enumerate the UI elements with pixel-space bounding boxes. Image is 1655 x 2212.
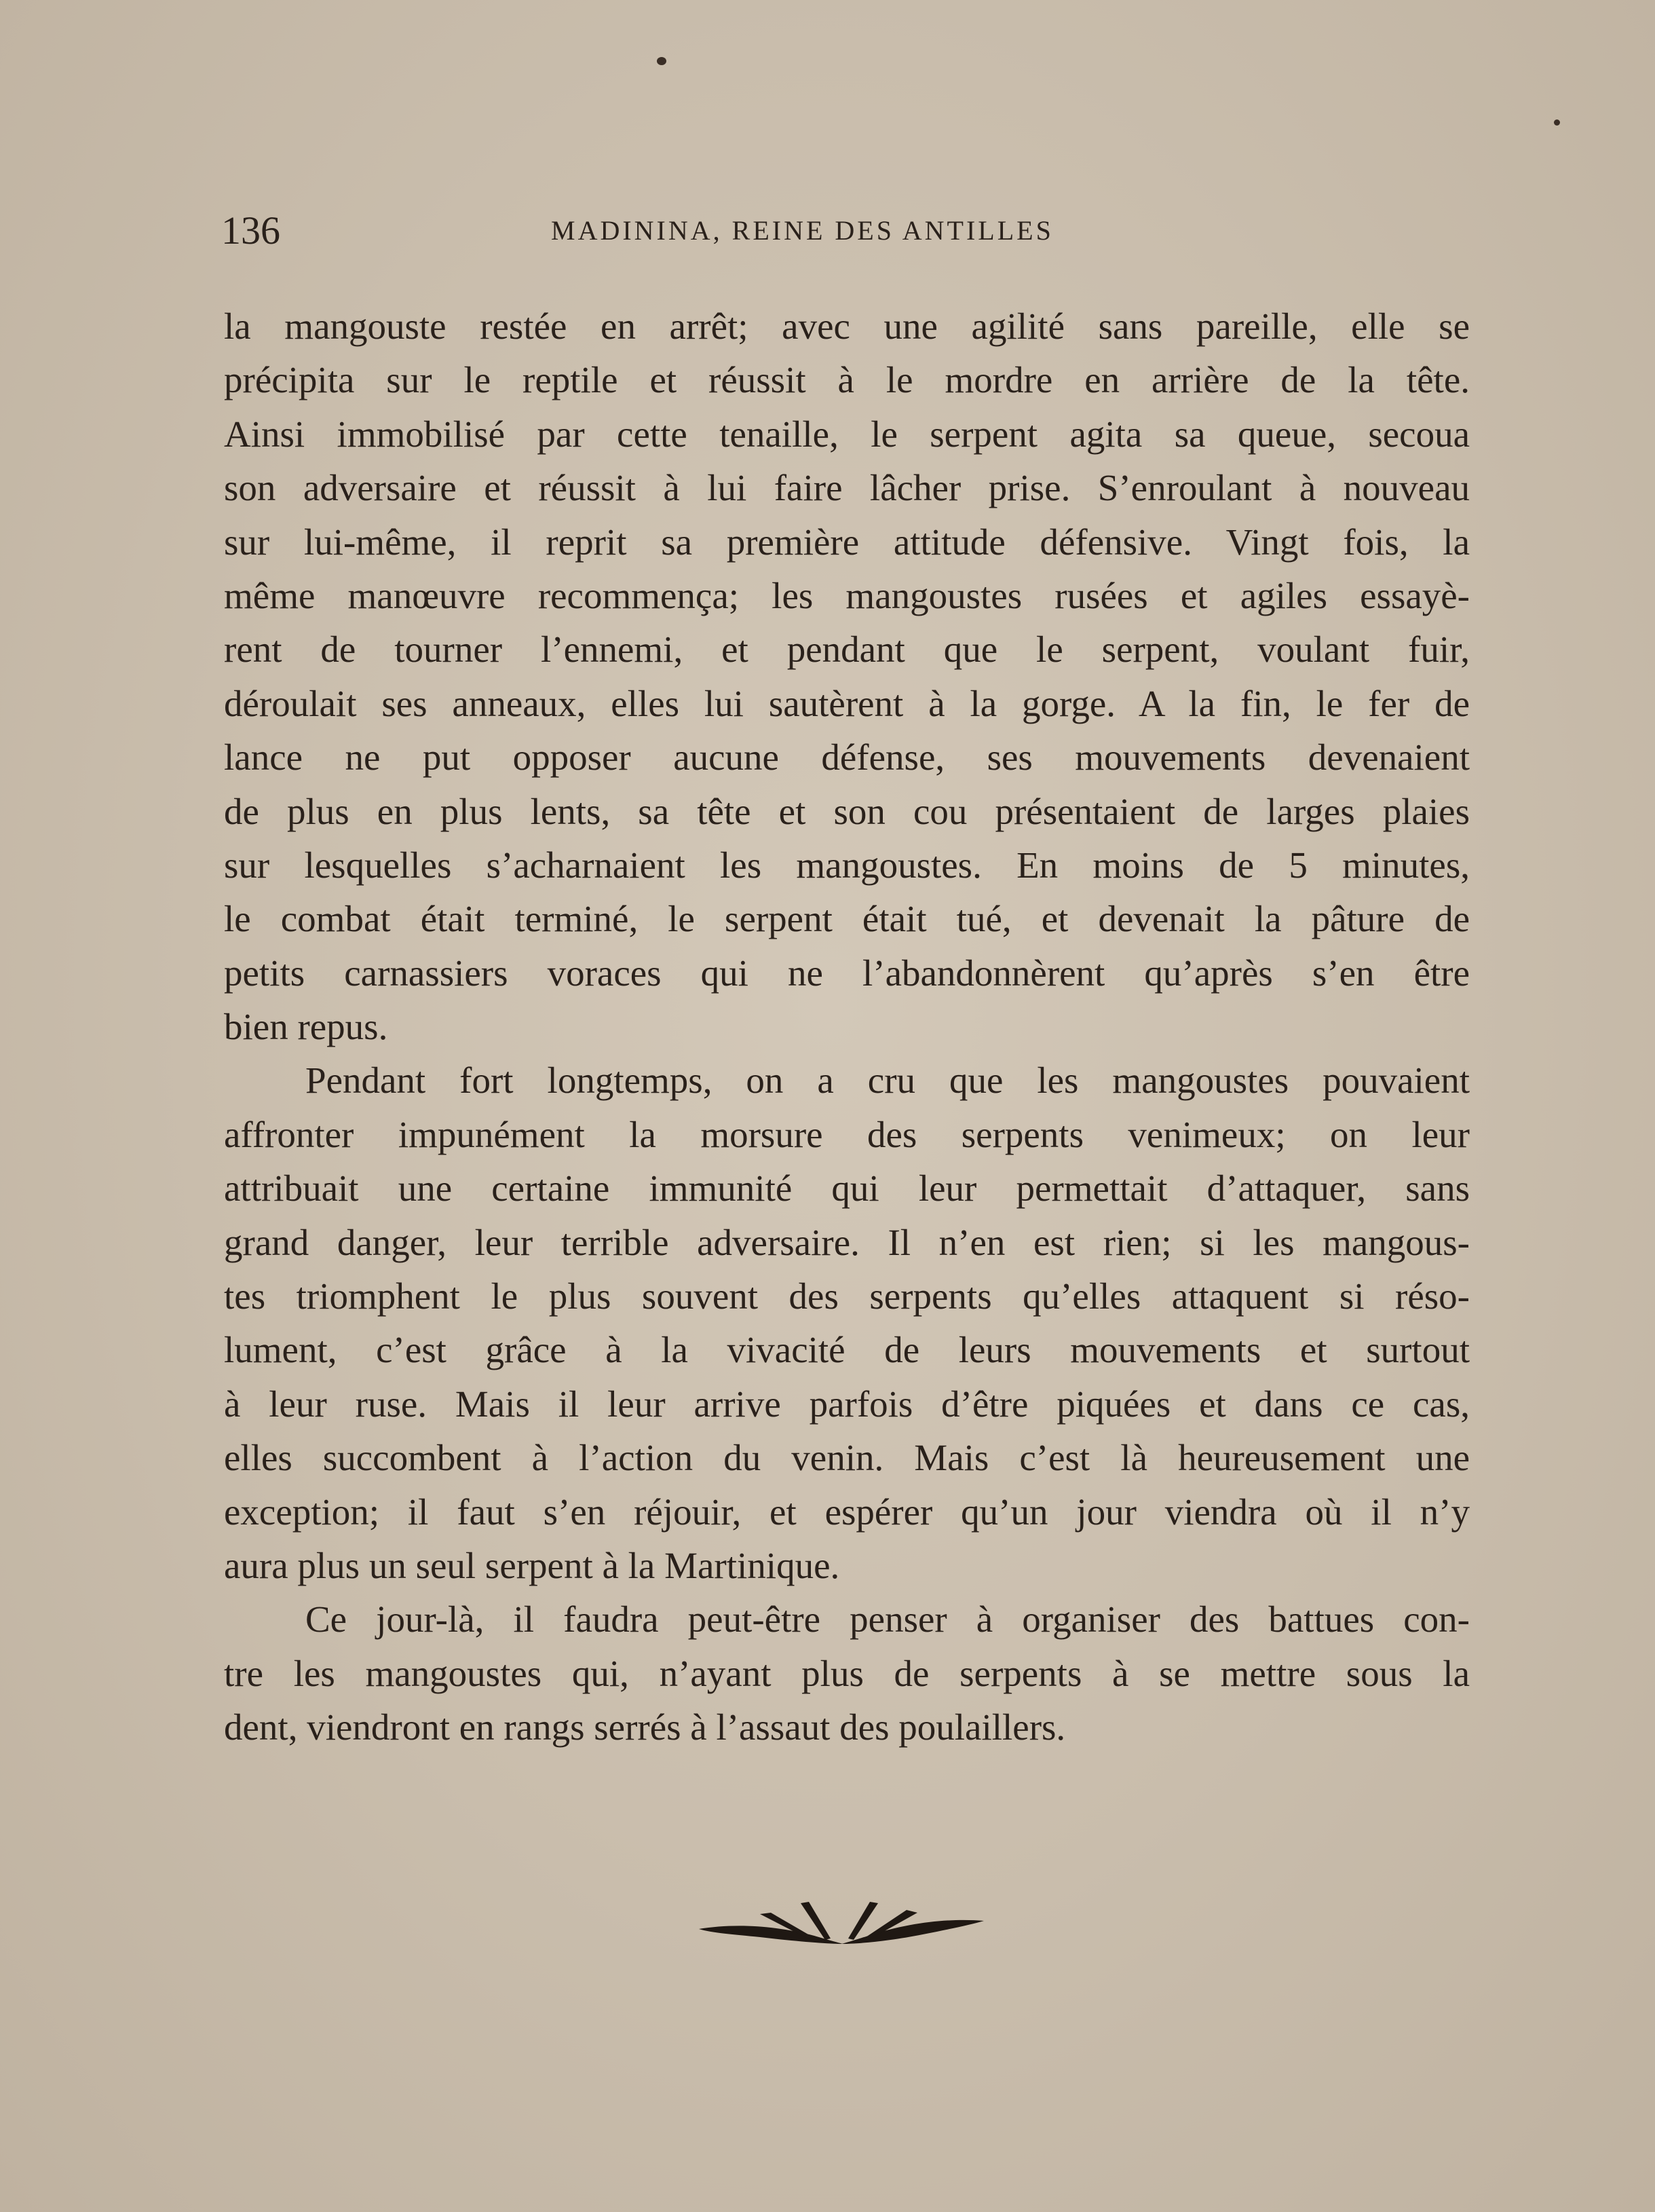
body-text xyxy=(224,299,1470,1755)
ink-speck xyxy=(657,57,666,65)
text-line: rent de tourner l’ennemi, et pendant que le serpent, voulant fuir, xyxy=(224,629,1470,671)
text-line: tre les mangoustes qui, n’ayant plus de serpents à se mettre sous la xyxy=(224,1652,1470,1694)
text-line: de plus en plus lents, sa tête et son cou présentaient de larges plaies xyxy=(224,790,1470,832)
page-number: 136 xyxy=(221,208,280,252)
text-line: Ainsi immobilisé par cette tenaille, le serpent agita sa queue, secoua xyxy=(224,413,1470,455)
text-line: sur lui-même, il reprit sa première attitude défensive. Vingt fois, la xyxy=(224,521,1470,563)
running-title: MADININA, REINE DES ANTILLES xyxy=(551,215,1054,246)
paragraph-start-line: Pendant fort longtemps, on a cru que les mangoustes pouvaient xyxy=(305,1060,1470,1102)
text-line: déroulait ses anneaux, elles lui sautèrent à la gorge. A la fin, le fer de xyxy=(224,682,1470,724)
text-line: précipita sur le reptile et réussit à le mordre en arrière de la tête. xyxy=(224,359,1470,401)
text-line: son adversaire et réussit à lui faire lâcher prise. S’enroulant à nouveau xyxy=(224,467,1470,509)
running-head xyxy=(221,204,1470,258)
tailpiece-ornament-icon xyxy=(692,1894,991,1955)
text-line: lance ne put opposer aucune défense, ses mouvements devenaient xyxy=(224,736,1470,779)
text-line: grand danger, leur terrible adversaire. Il n’en est rien; si les mangous- xyxy=(224,1221,1470,1263)
text-line: bien repus. xyxy=(224,1006,388,1048)
text-line: petits carnassiers voraces qui ne l’abandonnèrent qu’après s’en être xyxy=(224,952,1470,994)
text-line: aura plus un seul serpent à la Martinique. xyxy=(224,1544,840,1586)
text-line: la mangouste restée en arrêt; avec une agilité sans pareille, elle se xyxy=(224,305,1470,347)
text-line: sur lesquelles s’acharnaient les mangoustes. En moins de 5 minutes, xyxy=(224,844,1470,886)
text-line: tes triomphent le plus souvent des serpents qu’elles attaquent si réso- xyxy=(224,1275,1470,1317)
text-line: le combat était terminé, le serpent était tué, et devenait la pâture de xyxy=(224,898,1470,940)
text-line: lument, c’est grâce à la vivacité de leurs mouvements et surtout xyxy=(224,1329,1470,1371)
text-line: dent, viendront en rangs serrés à l’assaut des poulaillers. xyxy=(224,1706,1066,1748)
text-line: à leur ruse. Mais il leur arrive parfois d’être piquées et dans ce cas, xyxy=(224,1383,1470,1425)
text-line: exception; il faut s’en réjouir, et espérer qu’un jour viendra où il n’y xyxy=(224,1491,1470,1533)
paragraph-start-line: Ce jour-là, il faudra peut-être penser à organiser des battues con- xyxy=(305,1598,1470,1641)
text-line: elles succombent à l’action du venin. Mais c’est là heureusement une xyxy=(224,1437,1470,1479)
text-line: attribuait une certaine immunité qui leur permettait d’attaquer, sans xyxy=(224,1167,1470,1210)
text-line: même manœuvre recommença; les mangoustes rusées et agiles essayè- xyxy=(224,574,1470,616)
ink-speck xyxy=(1554,119,1560,126)
text-line: affronter impunément la morsure des serpents venimeux; on leur xyxy=(224,1113,1470,1155)
